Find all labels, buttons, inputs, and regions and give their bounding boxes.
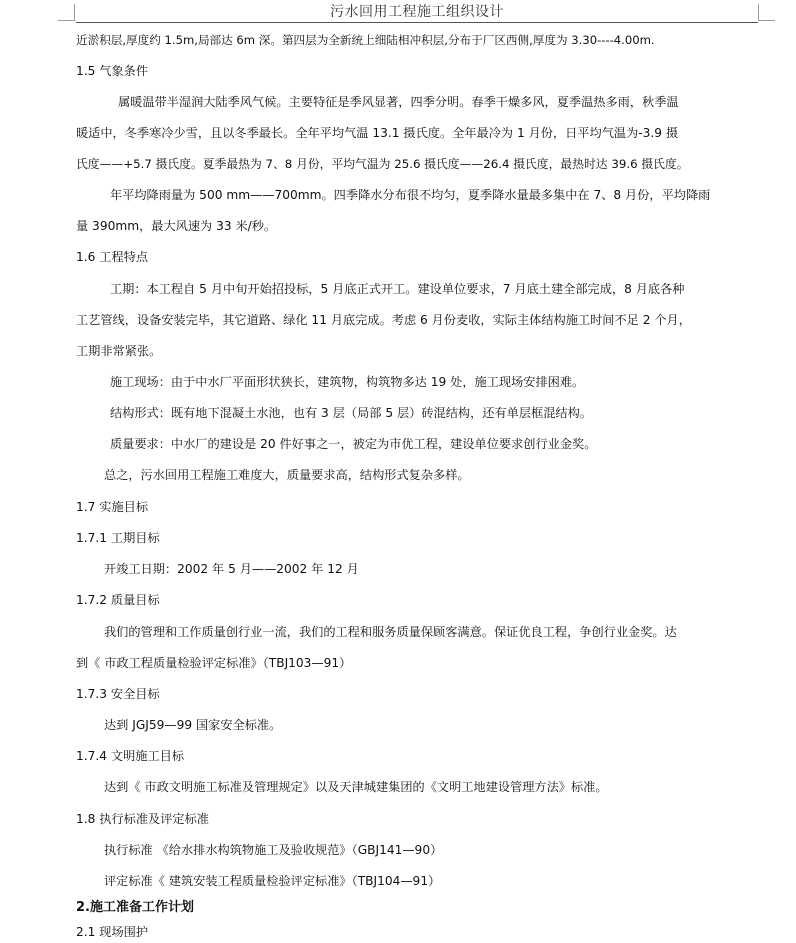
paragraph-line: 施工现场：由于中水厂平面形状狭长，建筑物，构筑物多达 19 处，施工现场安排困难。 [110, 375, 585, 389]
page-corner-mark-left [58, 4, 75, 21]
paragraph-line: 质量要求：中水厂的建设是 20 件好事之一，被定为市优工程，建设单位要求创行业金奖。 [110, 437, 597, 451]
paragraph-line: 开竣工日期：2002 年 5 月——2002 年 12 月 [104, 562, 359, 576]
paragraph-line: 工期非常紧张。 [76, 344, 162, 358]
section-heading: 1.5 气象条件 [76, 64, 149, 78]
paragraph-line: 结构形式：既有地下混凝土水池，也有 3 层（局部 5 层）砖混结构，还有单层框混结构。 [110, 406, 592, 420]
paragraph-line: 我们的管理和工作质量创行业一流，我们的工程和服务质量保顾客满意。保证优良工程，争创行业金奖。达 [104, 625, 677, 639]
header-divider [76, 22, 758, 23]
section-heading: 1.6 工程特点 [76, 250, 149, 264]
subsection-heading: 1.7.2 质量目标 [76, 593, 160, 607]
paragraph-line: 氏度——+5.7 摄氏度。夏季最热为 7、8 月份，平均气温为 25.6 摄氏度——26.4 摄氏度，最热时达 39.6 摄氏度。 [76, 157, 689, 171]
page-corner-mark-right [758, 4, 775, 21]
paragraph-line: 达到《 市政文明施工标准及管理规定》以及天津城建集团的《文明工地建设管理方法》标准。 [104, 780, 608, 794]
subsection-heading: 1.7.3 安全目标 [76, 687, 160, 701]
section-heading: 2.1 现场围护 [76, 925, 149, 939]
paragraph-line: 工期：本工程自 5 月中旬开始招投标，5 月底正式开工。建设单位要求，7 月底土建全部完成，8 月底各种 [110, 282, 685, 296]
paragraph-line: 暖适中，冬季寒冷少雪，且以冬季最长。全年平均气温 13.1 摄氏度。全年最冷为 1 月份，日平均气温为-3.9 摄 [76, 126, 679, 140]
paragraph-line: 到《 市政工程质量检验评定标准》（TBJ103—91） [76, 656, 352, 670]
paragraph-line: 执行标准 《给水排水构筑物施工及验收规范》（GBJ141—90） [104, 843, 443, 857]
paragraph-line: 量 390mm，最大风速为 33 米/秒。 [76, 219, 277, 233]
paragraph-line: 年平均降雨量为 500 mm——700mm。四季降水分布很不均匀，夏季降水量最多集中在 7、8 月份，平均降雨 [110, 188, 711, 202]
section-heading: 1.7 实施目标 [76, 500, 149, 514]
paragraph-line: 属暖温带半湿润大陆季风气候。主要特征是季风显著，四季分明。春季干燥多风，夏季温热多雨，秋季温 [118, 95, 679, 109]
paragraph-line: 评定标准《 建筑安装工程质量检验评定标准》（TBJ104—91） [104, 874, 441, 888]
paragraph-line: 总之，污水回用工程施工难度大，质量要求高，结构形式复杂多样。 [104, 468, 470, 482]
paragraph-line: 工艺管线，设备安装完毕，其它道路、绿化 11 月底完成。考虑 6 月份麦收，实际主体结构施工时间不足 2 个月， [76, 313, 691, 327]
section-heading: 1.8 执行标准及评定标准 [76, 812, 209, 826]
paragraph-line: 近淤积层,厚度约 1.5m,局部达 6m 深。第四层为全新统上细陆相冲积层,分布于厂区西侧,厚度为 3.30----4.00m. [76, 33, 655, 47]
running-header-title: 污水回用工程施工组织设计 [330, 4, 504, 20]
paragraph-line: 达到 JGJ59—99 国家安全标准。 [104, 718, 282, 732]
subsection-heading: 1.7.1 工期目标 [76, 531, 160, 545]
subsection-heading: 1.7.4 文明施工目标 [76, 749, 185, 763]
chapter-heading: 2.施工准备工作计划 [76, 900, 194, 915]
